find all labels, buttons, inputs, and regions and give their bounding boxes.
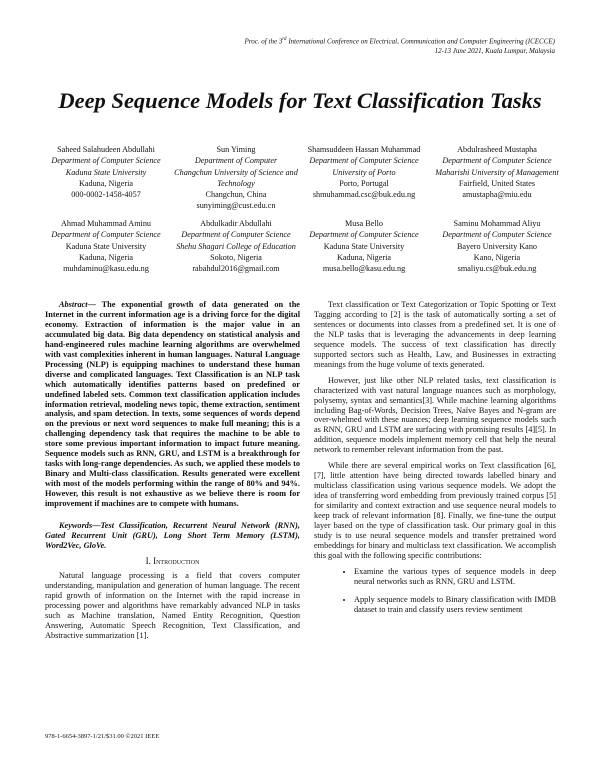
- author-institution: Changchun University of Science and Technology: [174, 167, 298, 188]
- author-institution: Shehu Shagari College of Education: [176, 241, 296, 251]
- author-contact: smaliyu.cs@buk.edu.ng: [457, 264, 537, 274]
- author-contact: shmuhammad.csc@buk.edu.ng: [312, 190, 416, 200]
- author-name: Shamsuddeen Hassan Muhammad: [307, 145, 421, 154]
- author-name: Sun Yiming: [216, 145, 256, 154]
- author-card: [432, 144, 562, 200]
- author-institution: University of Porto: [332, 167, 396, 177]
- author-name: Abdulrasheed Mustapha: [457, 145, 537, 154]
- conference-header: [244, 35, 555, 56]
- right-column: [314, 300, 556, 623]
- author-institution: Kaduna State University: [323, 241, 405, 251]
- author-location: Kaduna, Nigeria: [78, 252, 134, 262]
- left-column: [45, 300, 300, 647]
- author-institution: Kaduna State University: [65, 167, 147, 177]
- contribution-list: [314, 567, 556, 615]
- author-name: Saminu Mohammad Aliyu: [453, 219, 541, 228]
- author-location: Changchun, China: [205, 190, 267, 200]
- author-name: Ahmad Muhammad Aminu: [60, 219, 152, 228]
- paper-title: Deep Sequence Models for Text Classification Tasks: [58, 88, 542, 113]
- abstract-label: Abstract—: [59, 300, 96, 309]
- author-department: Department of Computer: [194, 156, 278, 166]
- author-location: Sokoto, Nigeria: [210, 252, 262, 262]
- author-contact: muhdaminu@kasu.edu.ng: [63, 264, 149, 274]
- author-institution: Bayero University Kano: [456, 241, 538, 251]
- author-contact: sunyiming@cust.edu.cn: [196, 201, 276, 211]
- list-item: • Examine the various types of sequence models in deep neural networks such as RNN, GRU and LSTM.: [354, 567, 556, 587]
- author-card: [299, 144, 429, 200]
- author-card: [171, 218, 301, 274]
- section-heading: I. Introduction: [145, 555, 200, 566]
- paragraph: Text classification or Text Categorization or Topic Spotting or Text Tagging according to [2] is the task of automatically sorting a set of sentences or documents into classes from a predefined set. It is one of the NLP tasks that is leveraging the advancements in deep learning sequence models. The success of text classification has directly supported sectors such as Health, Law, and Businesses in extracting meanings from the huge volume of texts generated.: [314, 300, 556, 369]
- conference-line: [244, 35, 555, 46]
- conference-date-location: 12-13 June 2021, Kuala Lumpur, Malaysia: [434, 47, 555, 56]
- abstract-text: The exponential growth of data generated on the Internet in the current information age is a driving force for the digital economy. Extraction of information is the major value in an accumulated big data. Big data dependency on statistical analysis and hand-engineered rules machine learning algorithms are overwhelmed with vast complexities inherent in human languages. Natural Language Processing (NLP) is equipping machines to understand these human diverse and complicated languages. Text Classification is an NLP task which automatically identifies patterns based on predefined or undefined labeled sets. Common text classification application includes information retrieval, modeling news topic, theme extraction, sentiment analysis, and spam detection. In texts, some sequences of words depend on the previous or next word sequences to make full meaning; this is a challenging dependency task that requires the machine to be able to store some previous important information to impact future meaning. Sequence models such as RNN, GRU, and LSTM is a breakthrough for tasks with long-range dependencies. As such, we applied these models to Binary and Multi-class classification. Results generated were excellent with most of the models performing within the range of 80% and 94%. However, this result is not exhaustive as we believe there is room for improvement if machines are to compete with humans.: [45, 300, 300, 509]
- author-location: Kaduna, Nigeria: [78, 178, 134, 188]
- author-contact: 000-0002-1458-4057: [71, 190, 141, 200]
- author-department: Department of Computer Science: [51, 156, 161, 166]
- author-institution: Kaduna State University: [65, 241, 147, 251]
- conference-name-end: International Conference on Electrical, Communication and Computer Engineering (ICECCE): [286, 37, 555, 46]
- author-name: Saheed Salahudeen Abdullahi: [57, 145, 155, 154]
- author-card: [299, 218, 429, 274]
- author-department: Department of Computer Science: [309, 230, 419, 240]
- author-location: Kano, Nigeria: [473, 252, 521, 262]
- author-location: Fairfield, United States: [458, 178, 536, 188]
- author-name: Musa Bello: [345, 219, 383, 228]
- keywords: Keywords—Test Classification, Recurrent Neural Network (RNN), Gated Recurrent Unit (GRU), Long Short Term Memory (LSTM), Word2Vec, GloVe.: [45, 521, 300, 550]
- author-contact: amustapha@miu.edu: [462, 190, 532, 200]
- list-item: • Apply sequence models to Binary classification with IMDB dataset to train and classify users review sentiment: [354, 595, 556, 615]
- author-card: [171, 144, 301, 212]
- author-department: Department of Computer Science: [51, 230, 161, 240]
- abstract: [45, 300, 300, 509]
- paragraph: While there are several empirical works on Text classification [6], [7], little attention have being directed towards labelled binary and multiclass classification using various sequence models. We adopt the idea of transferring word embedding from previously trained corpus [5] for similarity and context extraction and use sequence neural models to keep track of relevant information [8]. Finally, we fine-tune the output layer based on the type of classification task. Our primary goal in this study is to use neural sequence models and transfer pretrained word embeddings for binary and multiclass text classification. We accomplish this goal with the following specific contributions:: [314, 461, 556, 560]
- author-department: Department of Computer Science: [309, 156, 419, 166]
- copyright-footer: 978-1-6654-3897-1/21/$31.00 ©2021 IEEE: [45, 733, 160, 740]
- conference-name-start: Proc. of the 3: [244, 37, 283, 46]
- author-institution: Maharishi University of Management: [435, 167, 559, 177]
- author-department: Department of Computer Science: [442, 230, 552, 240]
- ordinal-sup: rd: [282, 37, 287, 42]
- author-department: Department of Computer Science: [442, 156, 552, 166]
- author-card: [432, 218, 562, 274]
- author-department: Department of Computer Science: [181, 230, 291, 240]
- author-location: Kaduna, Nigeria: [336, 252, 392, 262]
- paragraph: However, just like other NLP related tasks, text classification is characterized with vast natural language nuances such as morphology, polysemy, syntax and semantics[3]. While machine learning algorithms including Bag-of-Words, Decision Trees, Naïve Bayes and N-gram are over-whelmed with these nuances; deep learning sequence models such as RNN, GRU and LSTM are surfacing with promising results [4][5]. In addition, sequence models implement memory cell that help the neural network to remember relevant information from the past.: [314, 375, 556, 455]
- author-card: [41, 218, 171, 274]
- paragraph: Natural language processing is a field that covers computer understanding, manipulation and generation of human language. The recent rapid growth of information on the Internet with the rapid increase in processing power and algorithms have remarkably advanced NLP in tasks such as Machine translation, Named Entity Recognition, Question Answering, Automatic Speech Recognition, Text Classification, and Abstractive summarization [1].: [45, 570, 300, 640]
- author-card: [41, 144, 171, 200]
- author-location: Porto, Portugal: [339, 178, 389, 188]
- author-name: Abdulkadir Abdullahi: [200, 219, 272, 228]
- author-contact: musa.bello@kasu.edu.ng: [322, 264, 406, 274]
- author-contact: rabahdul2016@gmail.com: [192, 264, 280, 274]
